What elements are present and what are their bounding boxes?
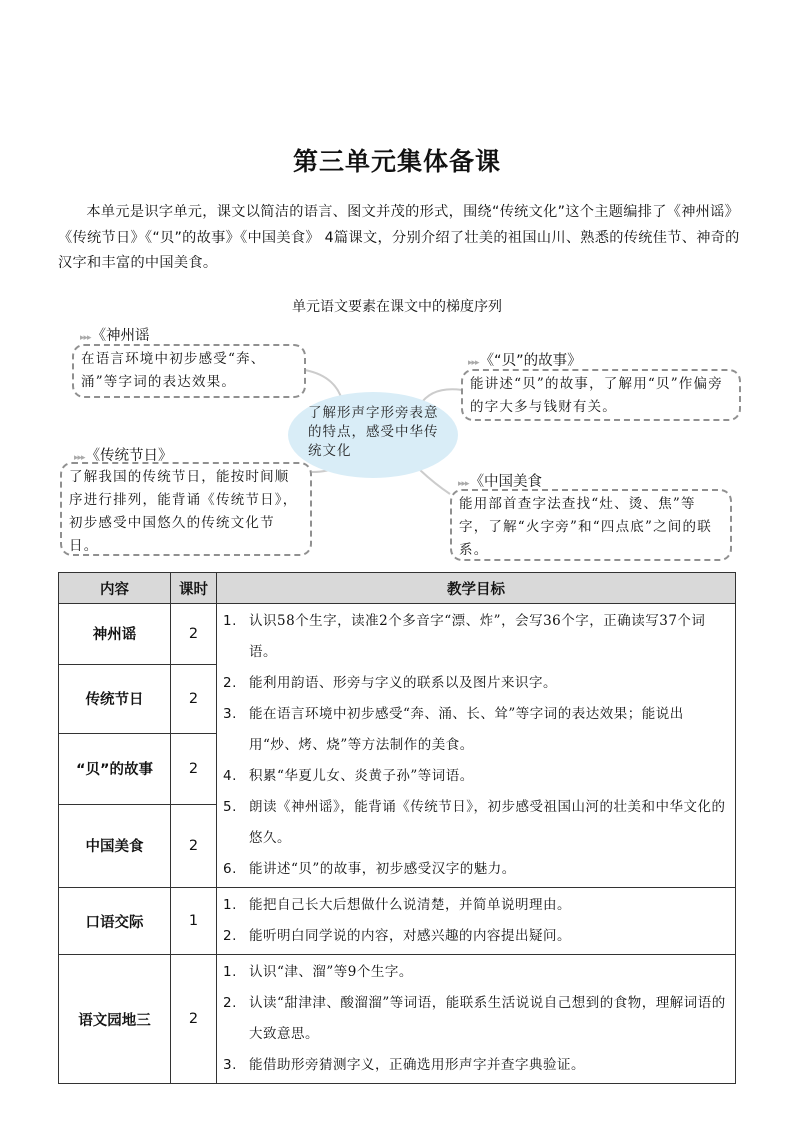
row-hours: 2 [171,804,217,887]
table-row [59,604,736,665]
teaching-plan-table [58,572,736,1084]
triple-arrow-icon: ▸▸▸ [468,358,479,368]
page-title: 第三单元集体备课 [292,147,501,176]
row-content: “贝”的故事 [59,733,171,804]
goals-list [217,604,735,887]
goal-item: 6. 能讲述“贝”的故事，初步感受汉字的魅力。 [223,861,516,877]
goal-item: 3. 能在语言环境中初步感受“奔、涌、长、耸”等字词的表达效果；能说出用“炒、烤、烧”等方法制作的美食。 [223,706,684,753]
goals-list [217,955,735,1083]
header-hours: 课时 [171,573,217,604]
row-hours: 1 [171,888,217,955]
row-content: 神州谣 [59,604,171,665]
goals-cell-texts [217,604,736,888]
goal-item: 3. 能借助形旁猜测字义，正确选用形声字并查字典验证。 [223,1057,585,1073]
node-label-festivals: ▸▸▸《传统节日》 [74,448,173,464]
triple-arrow-icon: ▸▸▸ [80,333,91,343]
goal-item: 4. 积累“华夏儿女、炎黄子孙”等词语。 [223,768,474,784]
center-concept: 了解形声字形旁表意的特点，感受中华传统文化 [288,392,458,478]
header-goals: 教学目标 [217,573,736,604]
row-hours: 2 [171,733,217,804]
goals-cell-oral [217,888,736,955]
row-hours: 2 [171,664,217,733]
row-content: 中国美食 [59,804,171,887]
header-content: 内容 [59,573,171,604]
row-content: 传统节日 [59,664,171,733]
table-header-row [59,573,736,604]
goal-item: 1. 能把自己长大后想做什么说清楚，并简单说明理由。 [223,897,571,913]
node-box-shenzhouyao: 在语言环境中初步感受“奔、涌”等字词的表达效果。 [72,344,306,398]
node-label-shenzhouyao: ▸▸▸《神州谣 [80,328,150,344]
intro-paragraph: 本单元是识字单元，课文以简洁的语言、图文并茂的形式，围绕“传统文化”这个主题编排了《神州谣》《传统节日》《“贝”的故事》《中国美食》 4篇课文，分别介绍了壮美的祖国山川、熟悉的传统佳节、神奇的汉字和丰富的中国美食。 [58,204,740,271]
triple-arrow-icon: ▸▸▸ [74,453,85,463]
row-hours: 2 [171,604,217,665]
goal-item: 5. 朗读《神州谣》，能背诵《传统节日》，初步感受祖国山河的壮美和中华文化的悠久。 [223,799,726,846]
goal-item: 2. 能利用韵语、形旁与字义的联系以及图片来识字。 [223,675,557,691]
row-content: 口语交际 [59,888,171,955]
node-box-chinese-food: 能用部首查字法查找“灶、烫、焦”等字，了解“火字旁”和“四点底”之间的联系。 [450,489,732,561]
goal-item: 1. 认识58个生字，读准2个多音字“漂、炸”，会写36个字，正确读写37个词语。 [223,613,706,660]
goal-item: 2. 认读“甜津津、酸溜溜”等词语，能联系生活说说自己想到的食物，理解词语的大致意思。 [223,995,726,1042]
node-box-bei-story: 能讲述“贝”的故事，了解用“贝”作偏旁的字大多与钱财有关。 [461,369,741,421]
row-hours: 2 [171,955,217,1084]
table-row [59,955,736,1084]
triple-arrow-icon: ▸▸▸ [458,479,469,489]
goals-list [217,888,735,954]
row-content: 语文园地三 [59,955,171,1084]
table-row [59,888,736,955]
goals-cell-garden [217,955,736,1084]
node-label-chinese-food: ▸▸▸《中国美食 [458,474,543,490]
diagram-subtitle: 单元语文要素在课文中的梯度序列 [292,299,502,315]
goal-item: 1. 认识“津、溜”等9个生字。 [223,964,413,980]
goal-item: 2. 能听明白同学说的内容，对感兴趣的内容提出疑问。 [223,928,571,944]
node-label-bei-story: ▸▸▸《“贝”的故事》 [468,353,582,369]
node-box-festivals: 了解我国的传统节日，能按时间顺序进行排列，能背诵《传统节日》，初步感受中国悠久的传统文化节日。 [60,462,312,556]
